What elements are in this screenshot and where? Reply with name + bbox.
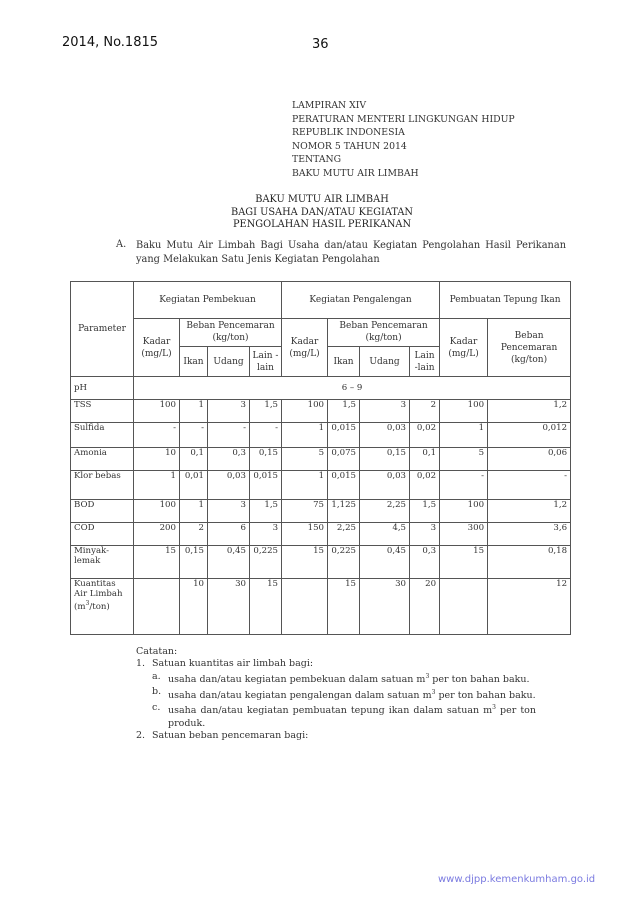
- title-line: PENGOLAHAN HASIL PERIKANAN: [232, 219, 412, 230]
- cell-value: 1: [282, 470, 328, 500]
- cell-value: 5: [282, 447, 328, 470]
- cell-value: 15: [440, 546, 488, 579]
- cell-value: 3: [250, 523, 282, 546]
- note-subtext: usaha dan/atau kegiatan pembekuan dalam satuan $m^3$ per ton bahan baku.: [168, 672, 530, 685]
- title-line: BAKU MUTU AIR LIMBAH: [255, 194, 389, 205]
- cell-value: [134, 579, 180, 635]
- cell-value: 1,2: [488, 400, 571, 423]
- cell-value: [440, 579, 488, 635]
- table-row: [71, 470, 571, 500]
- document-title: [150, 194, 494, 232]
- cell-value: 100: [282, 400, 328, 423]
- cell-value: 100: [440, 500, 488, 523]
- table-row: [71, 523, 571, 546]
- row-param: Klor bebas: [71, 470, 134, 500]
- page-number: 36: [312, 37, 329, 52]
- note-subitem: [136, 671, 536, 687]
- header-udang: Udang: [208, 346, 250, 377]
- header-ikan: Ikan: [180, 346, 208, 377]
- note-subitem: [136, 702, 536, 730]
- cell-value: 10: [134, 447, 180, 470]
- cell-value: 0,3: [410, 546, 440, 579]
- cell-value: 0,075: [328, 447, 360, 470]
- row-param: Amonia: [71, 447, 134, 470]
- cell-value: 30: [360, 579, 410, 635]
- notes-title: Catatan:: [136, 646, 178, 657]
- note-number: 1.: [136, 658, 146, 670]
- note-number: 2.: [136, 729, 146, 741]
- note-subitem: [136, 686, 536, 702]
- cell-value: 0,01: [180, 470, 208, 500]
- row-param: Kuantitas Air Limbah $(m^3/ton)$: [71, 579, 134, 635]
- cell-value: -: [180, 423, 208, 447]
- ph-value: 6 – 9: [134, 377, 571, 400]
- note-item: [136, 730, 536, 742]
- header-ikan: Ikan: [328, 346, 360, 377]
- cell-value: 0,1: [410, 447, 440, 470]
- cell-value: 1,5: [250, 500, 282, 523]
- row-param: Minyak-lemak: [71, 546, 134, 579]
- cell-value: 75: [282, 500, 328, 523]
- cell-value: 5: [440, 447, 488, 470]
- cell-value: 15: [282, 546, 328, 579]
- header-group-pembekuan: Kegiatan Pembekuan: [134, 282, 282, 319]
- header-lain-lain: Lain -lain: [410, 346, 440, 377]
- source-link[interactable]: www.djpp.kemenkumham.go.id: [438, 874, 596, 885]
- cell-value: 3: [208, 500, 250, 523]
- note-letter: c.: [152, 701, 161, 713]
- row-param: BOD: [71, 500, 134, 523]
- cell-value: -: [488, 470, 571, 500]
- cell-value: 1,125: [328, 500, 360, 523]
- cell-value: [282, 579, 328, 635]
- title-line: BAGI USAHA DAN/ATAU KEGIATAN: [231, 206, 413, 218]
- table-row: [71, 579, 571, 635]
- cell-value: 15: [328, 579, 360, 635]
- cell-value: 1: [282, 423, 328, 447]
- cell-value: 3: [208, 400, 250, 423]
- cell-value: 150: [282, 523, 328, 546]
- note-item: [136, 658, 536, 670]
- cell-value: 3: [410, 523, 440, 546]
- note-text: Satuan kuantitas air limbah bagi:: [152, 658, 314, 670]
- cell-value: -: [440, 470, 488, 500]
- cell-value: -: [208, 423, 250, 447]
- cell-value: 0,3: [208, 447, 250, 470]
- note-subtext: usaha dan/atau kegiatan pengalengan dalam satuan $m^3$ per ton bahan baku.: [168, 688, 536, 701]
- lampiran-line: LAMPIRAN XIV: [292, 100, 367, 111]
- lampiran-block: [292, 99, 515, 181]
- cell-value: 4,5: [360, 523, 410, 546]
- cell-value: 100: [440, 400, 488, 423]
- cell-value: 1: [180, 400, 208, 423]
- row-param: COD: [71, 523, 134, 546]
- cell-value: -: [134, 423, 180, 447]
- notes-block: [136, 646, 536, 742]
- cell-value: 0,18: [488, 546, 571, 579]
- cell-value: 0,06: [488, 447, 571, 470]
- header-udang: Udang: [360, 346, 410, 377]
- lampiran-line: BAKU MUTU AIR LIMBAH: [292, 167, 419, 179]
- table-row: [71, 546, 571, 579]
- row-param: pH: [71, 377, 134, 400]
- note-letter: b.: [152, 686, 162, 698]
- header-beban: Beban Pencemaran (kg/ton): [328, 319, 440, 346]
- cell-value: 3,6: [488, 523, 571, 546]
- cell-value: 12: [488, 579, 571, 635]
- cell-value: 2,25: [328, 523, 360, 546]
- cell-value: 15: [250, 579, 282, 635]
- cell-value: 2: [180, 523, 208, 546]
- cell-value: 15: [134, 546, 180, 579]
- header-kadar: Kadar (mg/L): [282, 319, 328, 377]
- note-letter: a.: [152, 670, 161, 682]
- cell-value: 2,25: [360, 500, 410, 523]
- cell-value: 0,1: [180, 447, 208, 470]
- cell-value: 1: [440, 423, 488, 447]
- table-row: [71, 400, 571, 423]
- table-row: [71, 500, 571, 523]
- note-text: Satuan beban pencemaran bagi:: [152, 729, 309, 741]
- cell-value: 0,02: [410, 423, 440, 447]
- cell-value: 1,2: [488, 500, 571, 523]
- header-beban: Beban Pencemaran (kg/ton): [180, 319, 282, 346]
- header-kadar: Kadar (mg/L): [440, 319, 488, 377]
- table-row: [71, 423, 571, 447]
- cell-value: 2: [410, 400, 440, 423]
- cell-value: 100: [134, 400, 180, 423]
- cell-value: 0,15: [360, 447, 410, 470]
- table-row: [71, 447, 571, 470]
- cell-value: 0,015: [328, 470, 360, 500]
- header-lain-lain: Lain -lain: [250, 346, 282, 377]
- cell-value: 0,02: [410, 470, 440, 500]
- header-beban: Beban Pencemaran (kg/ton): [488, 319, 571, 377]
- cell-value: 20: [410, 579, 440, 635]
- cell-value: -: [250, 423, 282, 447]
- section-heading: Baku Mutu Air Limbah Bagi Usaha dan/atau Kegiatan Pengolahan Hasil Perikanan yang Melakukan Satu Jenis Kegiatan Pengolahan: [136, 240, 566, 265]
- cell-value: 0,225: [328, 546, 360, 579]
- header-group-pengalengan: Kegiatan Pengalengan: [282, 282, 440, 319]
- cell-value: 0,03: [208, 470, 250, 500]
- cell-value: 6: [208, 523, 250, 546]
- cell-value: 30: [208, 579, 250, 635]
- lampiran-line: REPUBLIK INDONESIA: [292, 127, 405, 139]
- lampiran-line: TENTANG: [292, 154, 342, 166]
- cell-value: 0,015: [250, 470, 282, 500]
- cell-value: 0,225: [250, 546, 282, 579]
- cell-value: 0,15: [180, 546, 208, 579]
- cell-value: 10: [180, 579, 208, 635]
- header-kadar: Kadar (mg/L): [134, 319, 180, 377]
- cell-value: 0,012: [488, 423, 571, 447]
- section-label: A.: [116, 239, 127, 250]
- cell-value: 1: [180, 500, 208, 523]
- cell-value: 0,45: [208, 546, 250, 579]
- note-subtext: usaha dan/atau kegiatan pembuatan tepung ikan dalam satuan $m^3$ per ton produk.: [168, 703, 536, 729]
- effluent-standards-table: [70, 281, 571, 635]
- document-reference: 2014, No.1815: [62, 35, 159, 50]
- cell-value: 0,015: [328, 423, 360, 447]
- cell-value: 0,03: [360, 470, 410, 500]
- cell-value: 0,45: [360, 546, 410, 579]
- cell-value: 0,15: [250, 447, 282, 470]
- cell-value: 1,5: [250, 400, 282, 423]
- cell-value: 300: [440, 523, 488, 546]
- header-parameter: Parameter: [71, 282, 134, 377]
- row-param: Sulfida: [71, 423, 134, 447]
- lampiran-line: NOMOR 5 TAHUN 2014: [292, 140, 407, 152]
- cell-value: 1,5: [410, 500, 440, 523]
- cell-value: 200: [134, 523, 180, 546]
- header-group-tepung-ikan: Pembuatan Tepung Ikan: [440, 282, 571, 319]
- cell-value: 100: [134, 500, 180, 523]
- cell-value: 0,03: [360, 423, 410, 447]
- lampiran-line: PERATURAN MENTERI LINGKUNGAN HIDUP: [292, 113, 515, 125]
- cell-value: 1,5: [328, 400, 360, 423]
- cell-value: 1: [134, 470, 180, 500]
- cell-value: 3: [360, 400, 410, 423]
- row-param: TSS: [71, 400, 134, 423]
